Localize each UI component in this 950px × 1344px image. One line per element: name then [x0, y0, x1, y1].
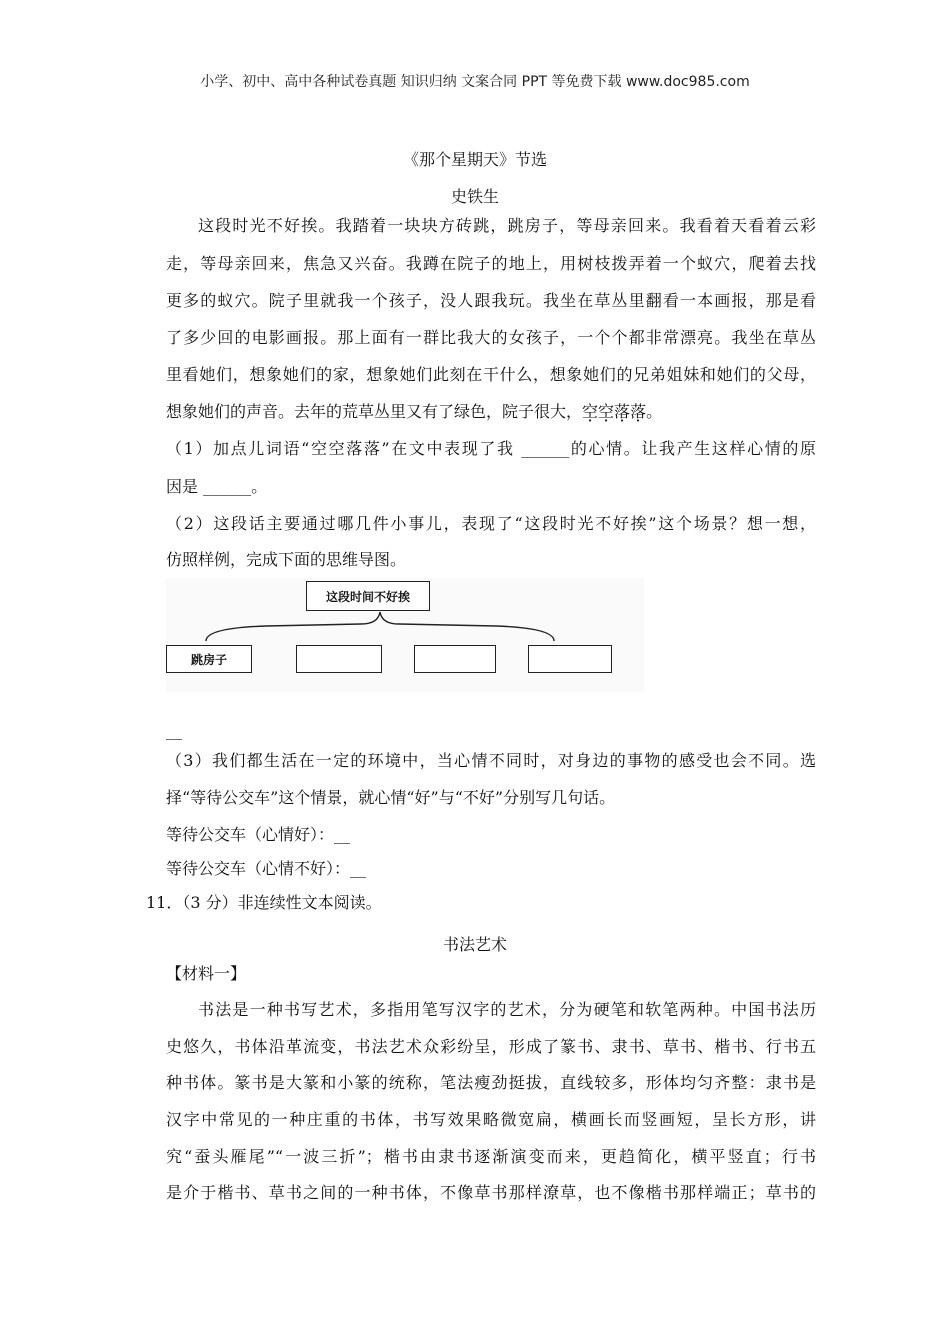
- dotted-char: 空: [598, 402, 615, 421]
- passage-line: 走，等母亲回来，焦急又兴奋。我蹲在院子的地上，用树枝拨弄着一个蚁穴，爬着去找: [166, 254, 816, 273]
- question-3-line-2: 择“等待公交车”这个情景，就心情“好”与“不好”分别写几句话。: [166, 788, 616, 807]
- material-label: 【材料一】: [166, 964, 247, 983]
- passage-line: 里看她们，想象她们的家，想象她们此刻在干什么，想象她们的兄弟姐妹和她们的父母，: [166, 365, 816, 384]
- question-11-label: 11．（3 分）非连续性文本阅读。: [146, 893, 382, 912]
- dotted-char: 落: [614, 402, 631, 421]
- passage-line: 更多的蚁穴。院子里就我一个孩子，没人跟我玩。我坐在草丛里翻看一本画报，那是看: [166, 291, 816, 310]
- mind-map-node-blank[interactable]: [414, 645, 496, 673]
- mind-map-node-blank[interactable]: [296, 645, 382, 673]
- material-line: 汉字中常见的一种庄重的书体，书写效果略微宽扁，横画长而竖画短，呈长方形，讲: [166, 1110, 816, 1129]
- question-3-bad-mood: 等待公交车（心情不好）：__: [166, 859, 367, 878]
- mind-map-root: 这段时间不好挨: [306, 581, 430, 611]
- mind-map-node-example: 跳房子: [166, 645, 252, 673]
- dotted-char: 落: [630, 402, 647, 421]
- page-header: 小学、初中、高中各种试卷真题 知识归纳 文案合同 PPT 等免费下载 www.doc985.com: [200, 74, 750, 90]
- material-line: 史悠久，书体沿革流变，书法艺术众彩纷呈，形成了篆书、隶书、草书、楷书、行书五: [166, 1037, 816, 1056]
- brace-path: [206, 612, 554, 641]
- question-1-line-1: （1）加点儿词语“空空落落”在文中表现了我 ______的心情。让我产生这样心情的原: [166, 439, 816, 458]
- question-2-answer-blank: __: [166, 721, 182, 740]
- material-line: 书法是一种书写艺术，多指用笔写汉字的艺术，分为硬笔和软笔两种。中国书法历: [198, 1000, 816, 1019]
- material-line: 种书体。篆书是大篆和小篆的统称，笔法瘦劲挺拔，直线较多，形体均匀齐整：隶书是: [166, 1073, 816, 1092]
- question-1-line-2: 因是 ______。: [166, 477, 268, 496]
- passage-line: 了多少回的电影画报。那上面有一群比我大的女孩子，一个个都非常漂亮。我坐在草丛: [166, 328, 816, 347]
- material-line: 究“蚕头雁尾”“一波三折”；楷书由隶书逐渐演变而来，更趋简化，横平竖直；行书: [166, 1147, 816, 1166]
- passage-last-line: [166, 402, 816, 422]
- passage-last-prefix: 想象她们的声音。去年的荒草丛里又有了绿色，院子很大，: [166, 402, 583, 421]
- question-2-line-2: 仿照样例，完成下面的思维导图。: [166, 550, 407, 569]
- dotted-char: 空: [582, 402, 599, 421]
- mind-map-node-blank[interactable]: [528, 645, 612, 673]
- question-3-good-mood: 等待公交车（心情好）：__: [166, 825, 351, 844]
- passage-author: 史铁生: [450, 187, 499, 206]
- material-line: 是介于楷书、草书之间的一种书体，不像草书那样潦草，也不像楷书那样端正；草书的: [166, 1183, 816, 1202]
- question-3-line-1: （3）我们都生活在一定的环境中，当心情不同时，对身边的事物的感受也会不同。选: [166, 751, 816, 770]
- passage-last-suffix: 。: [646, 402, 663, 421]
- section-title: 书法艺术: [442, 935, 507, 954]
- dotted-word: [582, 402, 646, 421]
- mind-map: [166, 578, 644, 692]
- passage-line: 这段时光不好挨。我踏着一块块方砖跳，跳房子，等母亲回来。我看着天看着云彩: [198, 216, 816, 235]
- question-2-line-1: （2）这段话主要通过哪几件小事儿，表现了“这段时光不好挨”这个场景？想一想，: [166, 514, 816, 533]
- passage-title: 《那个星期天》节选: [402, 150, 547, 169]
